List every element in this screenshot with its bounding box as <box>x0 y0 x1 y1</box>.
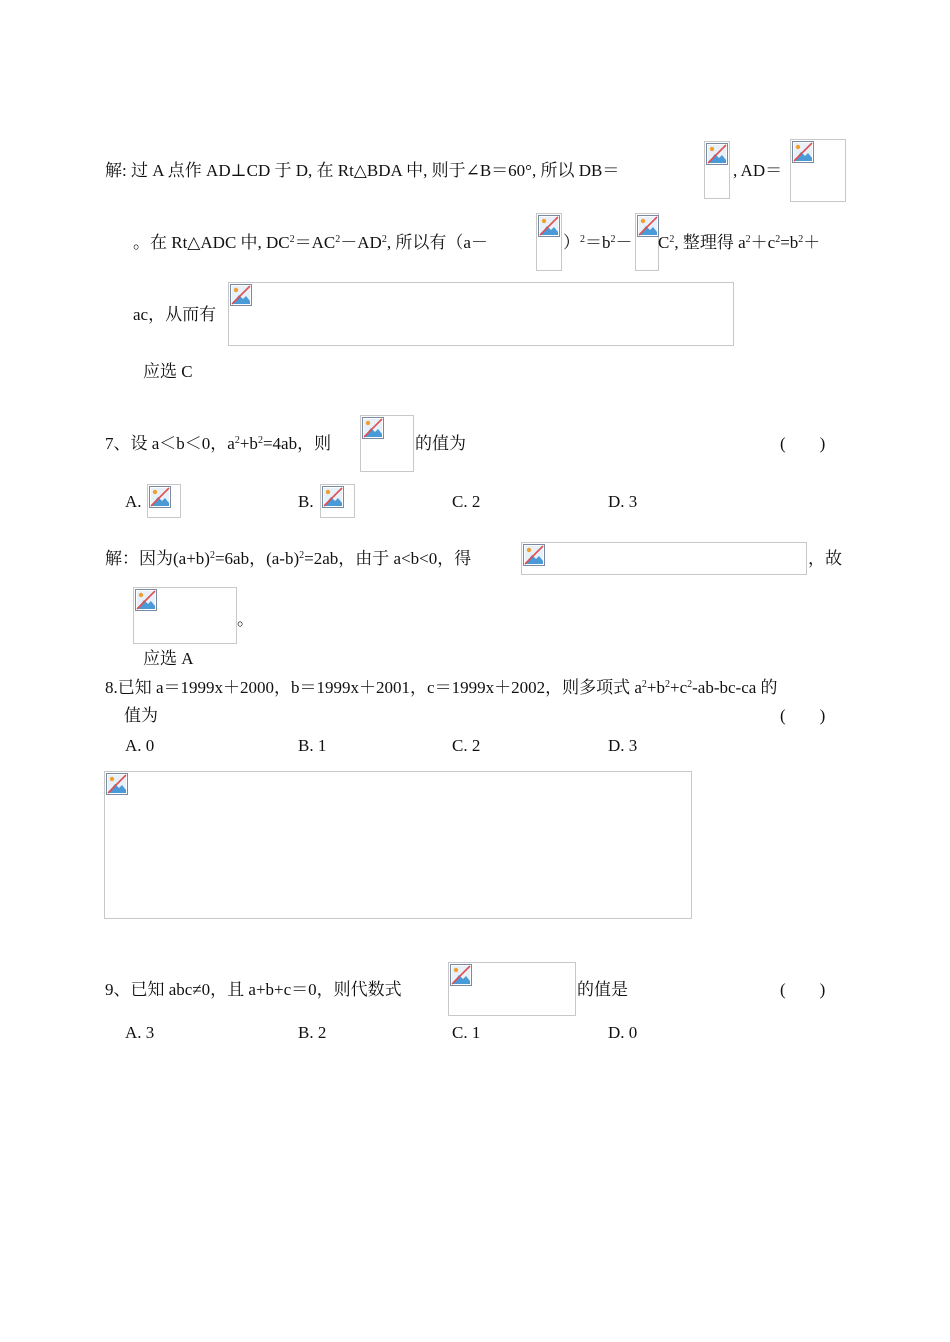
broken-image-icon <box>450 964 472 986</box>
superscript: 2 <box>798 234 804 245</box>
question-9-stem <box>105 980 402 1000</box>
text: =6ab，(a-b) <box>214 549 300 568</box>
broken-image-icon <box>322 486 344 508</box>
text: ，故 <box>808 549 842 568</box>
broken-image-icon <box>106 773 128 795</box>
text: ＝AC <box>294 233 336 252</box>
text: 7、设 a＜b＜0，a <box>105 434 235 453</box>
superscript: 2 <box>289 234 295 245</box>
solution-line-1 <box>105 161 619 181</box>
text: 9、已知 abc≠0，且 a+b+c＝0，则代数式 <box>105 980 402 999</box>
superscript: 2 <box>335 234 341 245</box>
text: 的值为 <box>415 434 466 453</box>
solution-text: ac，从而有 <box>133 305 217 324</box>
solution-text: , AD＝ <box>733 161 783 180</box>
question-7-stem-cont <box>415 434 466 454</box>
question-9-stem-cont: 的值是 <box>577 980 628 999</box>
solution-line-2-tail <box>658 233 820 253</box>
text: +b <box>646 678 665 697</box>
question-7-solution-cont <box>808 549 842 569</box>
broken-image-icon <box>135 589 157 611</box>
broken-image-icon <box>637 215 659 237</box>
formula-image <box>704 141 730 199</box>
text: ＝b <box>585 233 611 252</box>
text: =2ab，由于 a<b<0，得 <box>304 549 472 568</box>
formula-image <box>536 213 562 271</box>
solution-text: 解: 过 A 点作 AD⊥CD 于 D, 在 Rt△BDA 中, 则于∠B＝60°, 所以 DB＝ <box>105 161 620 180</box>
formula-image <box>790 139 846 202</box>
option-a: A. <box>125 492 142 511</box>
option-a: A. 3 <box>125 1023 155 1042</box>
superscript: 2 <box>257 435 263 446</box>
text: , 整理得 a <box>674 233 746 252</box>
question-7-stem <box>105 434 331 454</box>
answer-line <box>143 362 193 382</box>
superscript: 2 <box>234 435 240 446</box>
answer-bracket: ( ) <box>780 980 826 999</box>
superscript: 2 <box>745 234 751 245</box>
text: 应选 C <box>143 362 193 381</box>
option-c: C. 2 <box>452 492 481 511</box>
option-a: A. 0 <box>125 736 155 755</box>
superscript: 2 <box>687 679 693 690</box>
question-8-stem-line2: 值为 <box>124 706 158 725</box>
solution-line-2-cont <box>563 233 633 253</box>
formula-image <box>320 484 355 518</box>
text: ＋c <box>750 233 776 252</box>
superscript: 2 <box>641 679 647 690</box>
option-c: C. 1 <box>452 1023 481 1042</box>
solution-line-2 <box>133 233 488 253</box>
text: －AD <box>340 233 382 252</box>
superscript: 2 <box>580 234 585 245</box>
superscript: 2 <box>299 550 305 561</box>
formula-image <box>521 542 807 575</box>
broken-image-icon <box>538 215 560 237</box>
option-b: B. <box>298 492 314 511</box>
text: =4ab，则 <box>262 434 332 453</box>
text: － <box>615 233 633 252</box>
broken-image-icon <box>230 284 252 306</box>
text: , 所以有（a－ <box>386 233 488 252</box>
question-7-solution <box>105 549 471 569</box>
superscript: 2 <box>381 234 387 245</box>
broken-image-icon <box>792 141 814 163</box>
solution-image <box>104 771 692 919</box>
superscript: 2 <box>775 234 781 245</box>
broken-image-icon <box>362 417 384 439</box>
superscript: 2 <box>664 679 670 690</box>
broken-image-icon <box>523 544 545 566</box>
period: 。 <box>237 610 254 629</box>
option-d: D. 0 <box>608 1023 638 1042</box>
broken-image-icon <box>149 486 171 508</box>
option-b: B. 2 <box>298 1023 327 1042</box>
answer-line: 应选 A <box>143 649 194 668</box>
option-c: C. 2 <box>452 736 481 755</box>
solution-line-1-cont <box>733 161 782 181</box>
text: =b <box>780 233 799 252</box>
formula-image <box>635 213 659 271</box>
broken-image-icon <box>706 143 728 165</box>
option-b: B. 1 <box>298 736 327 755</box>
option-d: D. 3 <box>608 492 638 511</box>
text: C <box>658 233 670 252</box>
text: ） <box>563 233 580 252</box>
formula-image <box>228 282 734 346</box>
answer-bracket: ( ) <box>780 434 826 453</box>
formula-image <box>133 587 237 644</box>
answer-bracket: ( ) <box>780 706 826 725</box>
text: -ab-bc-ca 的 <box>692 678 778 697</box>
formula-image <box>360 415 414 472</box>
text: +c <box>669 678 688 697</box>
question-8-stem <box>105 678 778 698</box>
text: ＋ <box>803 233 821 252</box>
text: 。在 Rt△ADC 中, DC <box>133 233 290 252</box>
superscript: 2 <box>610 234 616 245</box>
superscript: 2 <box>209 550 215 561</box>
text: 8.已知 a＝1999x＋2000，b＝1999x＋2001，c＝1999x＋2002，则多项式 a <box>105 678 642 697</box>
solution-line-3 <box>133 305 216 325</box>
option-d: D. 3 <box>608 736 638 755</box>
formula-image <box>147 484 181 518</box>
formula-image <box>448 962 576 1016</box>
superscript: 2 <box>669 234 675 245</box>
text: 解：因为(a+b) <box>105 549 210 568</box>
text: +b <box>239 434 258 453</box>
